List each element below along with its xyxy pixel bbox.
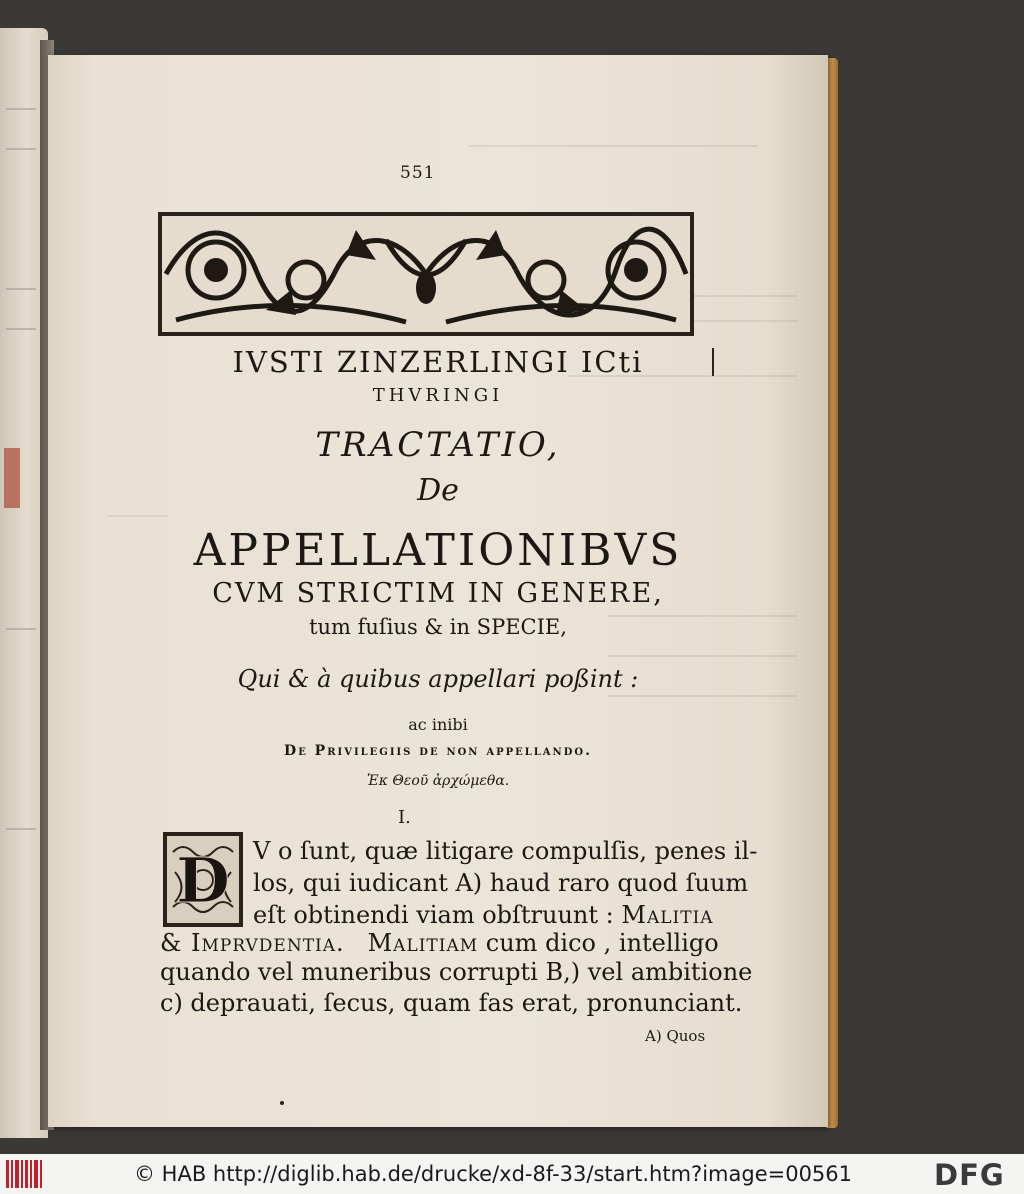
body-line: los, qui iudicant A) haud raro quod ſuum xyxy=(253,869,749,897)
privilegiis-line: De Privilegiis de non appellando. xyxy=(284,743,592,759)
de-heading: De xyxy=(417,473,459,508)
book-page xyxy=(48,55,828,1127)
dropcap-letter: D xyxy=(176,844,230,917)
hab-logo-icon xyxy=(6,1160,46,1188)
body-line: & Imprvdentia. Malitiam cum dico , intelligo xyxy=(160,929,719,957)
decorated-initial xyxy=(163,832,243,927)
body-line: V o ſunt, quæ litigare compulſis, penes il- xyxy=(253,837,758,865)
ink-speck xyxy=(280,1101,284,1105)
dfg-logo: DFG xyxy=(934,1158,1005,1192)
page-number: 551 xyxy=(400,163,436,183)
copyright-link[interactable]: © HAB http://diglib.hab.de/drucke/xd-8f-33/start.htm?image=00561 xyxy=(134,1162,853,1186)
main-title: APPELLATIONIBVS xyxy=(193,525,683,576)
margin-mark xyxy=(712,348,714,376)
section-number: I. xyxy=(398,807,411,828)
origin-line: THVRINGI xyxy=(372,385,504,406)
subtitle-line-2: tum fuſius & in SPECIE, xyxy=(309,615,567,639)
catchword-footnote: A) Quos xyxy=(645,1027,706,1045)
woodcut-ornament-band xyxy=(156,210,696,338)
question-line: Qui & à quibus appellari poßint : xyxy=(237,665,639,693)
ac-inibi-line: ac inibi xyxy=(408,715,468,734)
body-line: quando vel muneribus corrupti B,) vel ambitione xyxy=(160,958,753,986)
body-line: eſt obtinendi viam obſtruunt : Malitia xyxy=(253,901,714,929)
body-line: c) deprauati, ſecus, quam fas erat, pronunciant. xyxy=(160,989,743,1017)
greek-motto: Ἐκ Θεοῦ ἀρχώμεθα. xyxy=(366,773,510,789)
tractatio-heading: TRACTATIO, xyxy=(315,425,561,465)
subtitle-line: CVM STRICTIM IN GENERE, xyxy=(212,578,664,609)
viewer-footer xyxy=(0,1154,1024,1194)
author-line: IVSTI ZINZERLINGI ICti xyxy=(232,345,644,379)
